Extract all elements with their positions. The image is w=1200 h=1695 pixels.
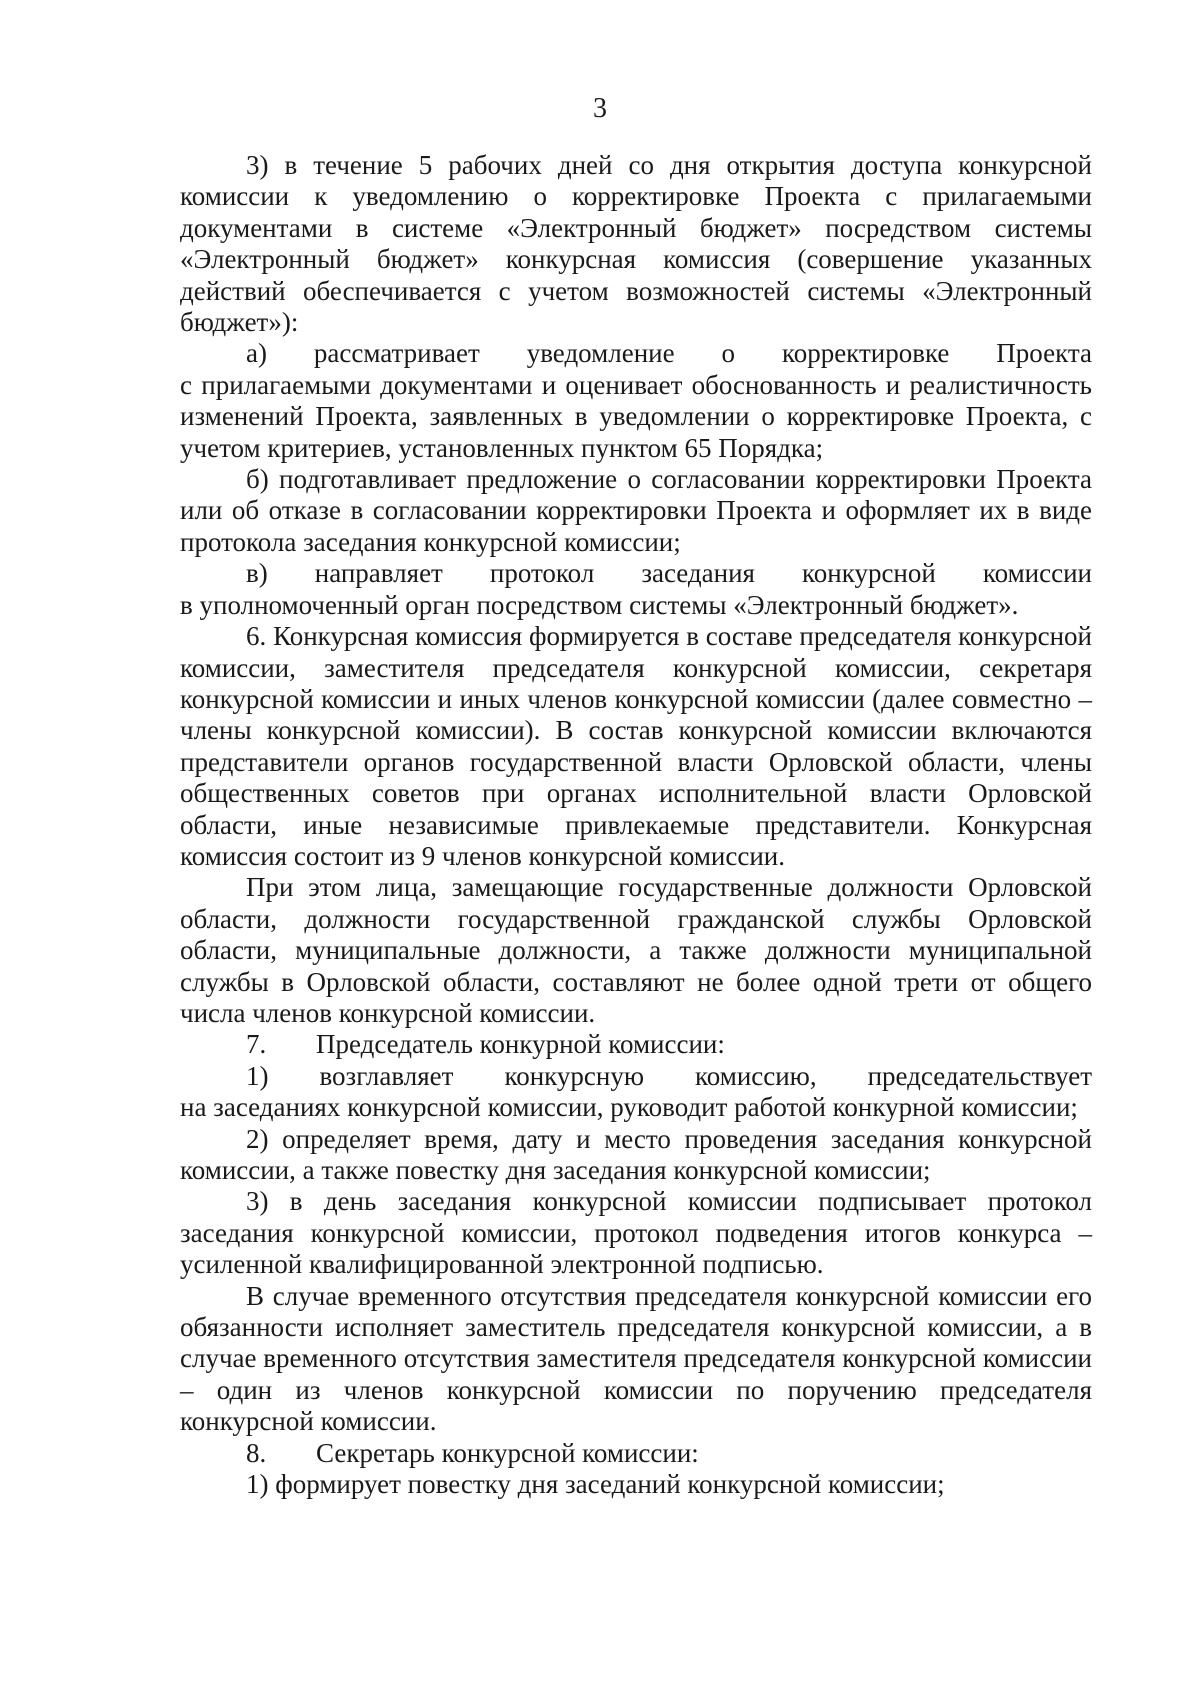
item-number: 7. xyxy=(246,1029,267,1060)
paragraph-item-8-heading xyxy=(180,1438,1092,1469)
item-heading-text: Председатель конкурной комиссии: xyxy=(316,1029,725,1060)
item-number: 8. xyxy=(246,1437,267,1468)
subitem-a-continuation: с прилагаемыми документами и оценивает обоснованность и реалистичность изменений Проекта, заявленных в уведомлении о корректировке Проекта, с учетом критериев, установленных пунктом 65 Порядка; xyxy=(180,369,1092,463)
subitem-7-3: 3) в день заседания конкурсной комиссии подписывает протокол заседания конкурсной комиссии, протокол подведения итогов конкурса – усиленной квалифицированной электронной подписью. xyxy=(180,1186,1092,1280)
subitem-b: б) подготавливает предложение о согласовании корректировки Проекта или об отказе в согласовании корректировки Проекта и оформляет их в виде протокола заседания конкурсной комиссии; xyxy=(180,464,1092,557)
paragraph-chair-absence: В случае временного отсутствия председателя конкурсной комиссии его обязанности исполняет заместитель председателя конкурсной комиссии, а в случае временного отсутствия заместителя председателя конкурсной комиссии – один из членов конкурсной комиссии по поручению председателя конкурсной комиссии. xyxy=(180,1280,1092,1437)
subitem-8-1: 1) формирует повестку дня заседаний конкурсной комиссии; xyxy=(246,1469,945,1500)
item-heading-text: Секретарь конкурсной комиссии: xyxy=(316,1437,699,1468)
paragraph-item-6: 6. Конкурсная комиссия формируется в составе председателя конкурсной комиссии, заместителя председателя конкурсной комиссии, секретаря конкурсной комиссии и иных членов конкурсной комиссии (далее совместно – члены конкурсной комиссии). В состав конкурсной комиссии включаются представители органов государственной власти Орловской области, члены общественных советов при органах исполнительной власти Орловской области, иные независимые привлекаемые представители. Конкурсная комиссия состоит из 9 членов конкурсной комиссии. xyxy=(180,621,1092,871)
document-body xyxy=(180,150,1092,1500)
subitem-7-2: 2) определяет время, дату и место проведения заседания конкурсной комиссии, а также повестку дня заседания конкурсной комиссии; xyxy=(180,1123,1092,1185)
paragraph-item-6-part-2: При этом лица, замещающие государственные должности Орловской области, должности государственной гражданской службы Орловской области, муниципальные должности, а также должности муниципальной службы в Орловской области, составляют не более одной трети от общего числа членов конкурсной комиссии. xyxy=(180,872,1092,1028)
subitem-v-continuation: в уполномоченный орган посредством системы «Электронный бюджет». xyxy=(180,589,1019,620)
subitem-7-1-first-line: 1) возглавляет конкурсную комиссию, председательствует xyxy=(246,1060,1092,1091)
subitem-a-first-line: а) рассматривает уведомление о корректировке Проекта xyxy=(246,338,1092,369)
subitem-v-first-line: в) направляет протокол заседания конкурсной комиссии xyxy=(246,558,1092,589)
paragraph-item-3: 3) в течение 5 рабочих дней со дня открытия доступа конкурсной комиссии к уведомлению о корректировке Проекта с прилагаемыми документами в системе «Электронный бюджет» посредством системы «Электронный бюджет» конкурсная комиссия (совершение указанных действий обеспечивается с учетом возможностей системы «Электронный бюджет»): xyxy=(180,150,1092,338)
page-number: 3 xyxy=(593,93,607,124)
subitem-7-1-continuation: на заседаниях конкурсной комиссии, руководит работой конкурной комиссии; xyxy=(180,1092,1078,1123)
paragraph-item-7-heading xyxy=(180,1029,1092,1060)
